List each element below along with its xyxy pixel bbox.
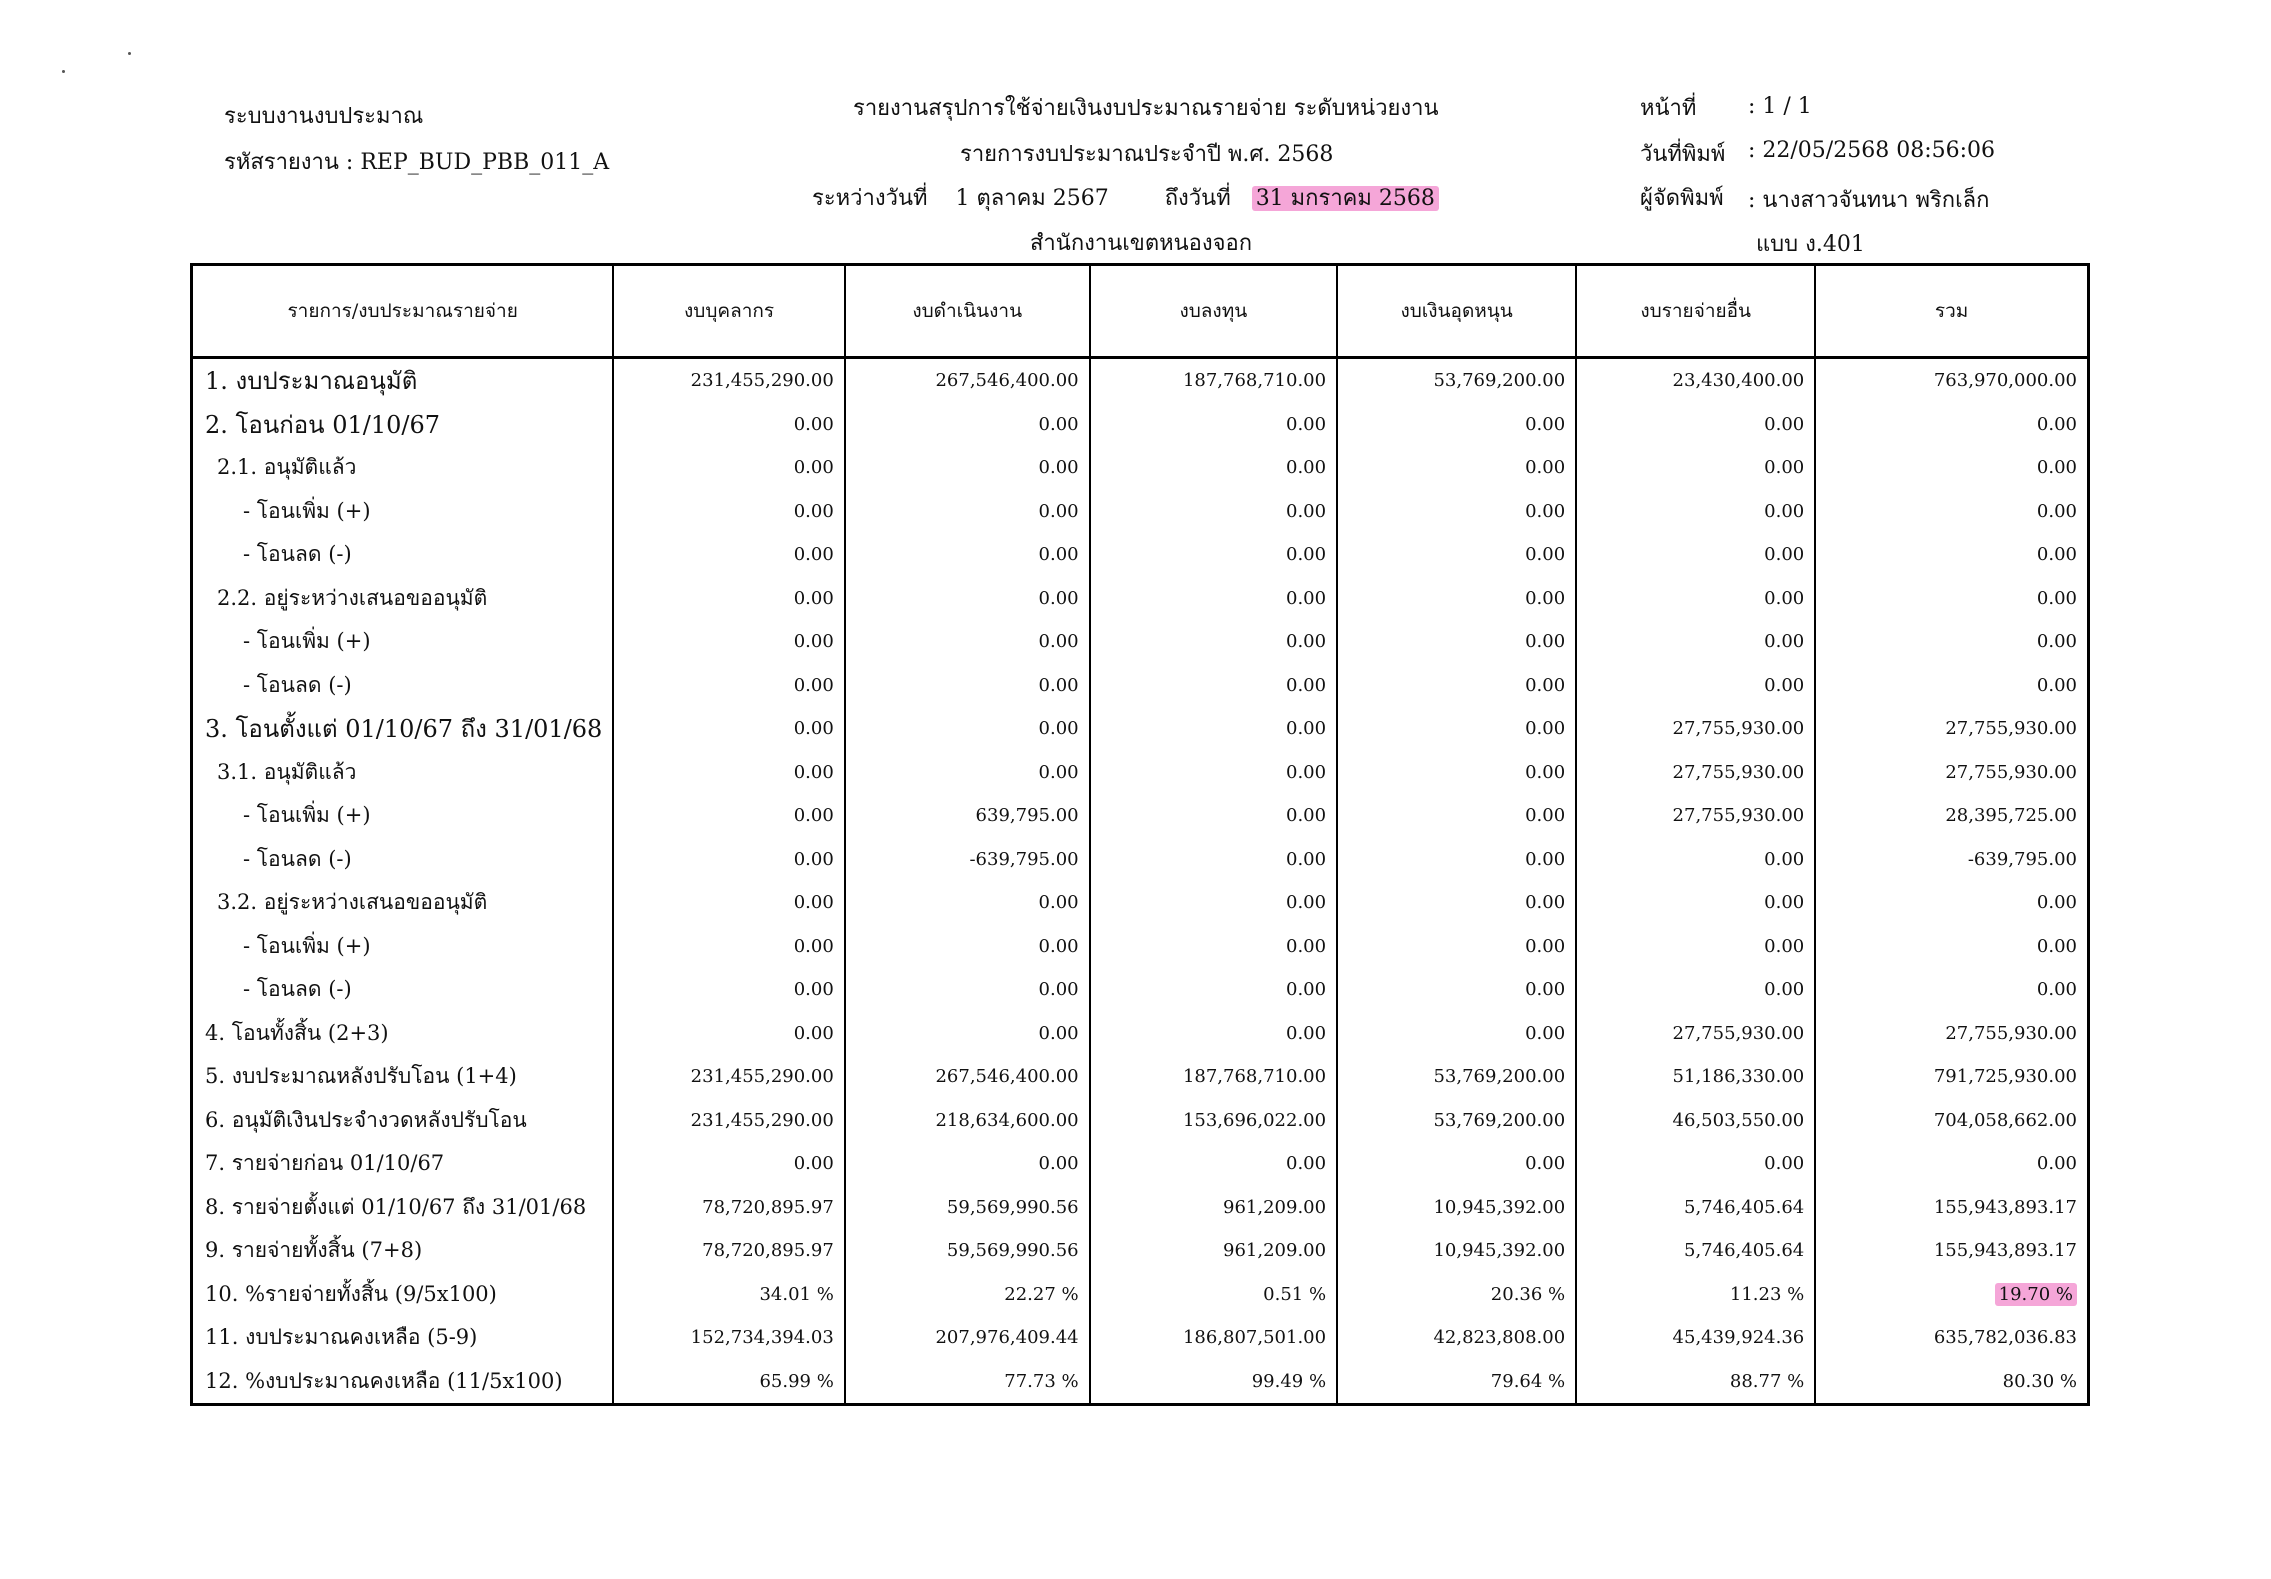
cell-value: 0.00 [1337,838,1576,882]
table-row [192,925,2089,969]
cell-value: 65.99 % [613,1360,845,1405]
table-row [192,446,2089,490]
cell-value: 763,970,000.00 [1815,358,2088,403]
cell-value: 0.00 [1337,1012,1576,1056]
cell-value: 0.00 [1090,446,1337,490]
cell-value: 0.00 [1337,794,1576,838]
cell-value: 704,058,662.00 [1815,1099,2088,1143]
cell-value: 0.00 [613,968,845,1012]
cell-value: 0.00 [1815,1142,2088,1186]
cell-value: 79.64 % [1337,1360,1576,1405]
printed-by-value: : นางสาวจันทนา พริกเล็ก [1748,188,1990,213]
cell-value: 0.00 [1090,533,1337,577]
cell-value: 0.00 [1337,881,1576,925]
cell-value: 59,569,990.56 [845,1186,1090,1230]
cell-value: 0.00 [1090,403,1337,447]
cell-value: 0.00 [613,620,845,664]
cell-value: 0.00 [613,403,845,447]
cell-value: 635,782,036.83 [1815,1316,2088,1360]
table-row [192,1186,2089,1230]
row-label: 4. โอนทั้งสิ้น (2+3) [205,1020,389,1045]
col-header-subsidy: งบเงินอุดหนุน [1337,265,1576,358]
row-label: 12. %งบประมาณคงเหลือ (11/5x100) [205,1368,563,1393]
period-to: 31 มกราคม 2568 [1252,186,1439,211]
row-label: 1. งบประมาณอนุมัติ [205,367,418,396]
row-label: - โอนเพิ่ม (+) [243,498,371,523]
cell-value: 0.00 [1337,1142,1576,1186]
cell-value: 0.00 [1337,620,1576,664]
cell-value: 0.00 [1815,664,2088,708]
cell-value: 0.00 [1090,620,1337,664]
cell-value: 0.00 [845,707,1090,751]
table-row [192,358,2089,403]
cell-value: 42,823,808.00 [1337,1316,1576,1360]
table-row [192,1099,2089,1143]
row-label: - โอนลด (-) [243,977,352,1002]
cell-value: 231,455,290.00 [613,358,845,403]
cell-value: 0.00 [1815,403,2088,447]
col-header-investment: งบลงทุน [1090,265,1337,358]
table-row [192,620,2089,664]
cell-value: 0.00 [1090,577,1337,621]
cell-value: 153,696,022.00 [1090,1099,1337,1143]
cell-value: 0.00 [613,1142,845,1186]
period-from: 1 ตุลาคม 2567 [955,186,1109,211]
cell-value: 0.00 [613,533,845,577]
cell-value: 152,734,394.03 [613,1316,845,1360]
cell-value: 51,186,330.00 [1576,1055,1815,1099]
cell-value: 0.00 [1090,968,1337,1012]
printed-by-label: ผู้จัดพิมพ์ [1640,186,1724,211]
col-header-total: รวม [1815,265,2088,358]
cell-value: 267,546,400.00 [845,1055,1090,1099]
table-row [192,577,2089,621]
cell-value: 34.01 % [613,1273,845,1317]
row-label: 2. โอนก่อน 01/10/67 [205,410,441,439]
cell-value: 0.00 [1090,881,1337,925]
table-row [192,707,2089,751]
cell-value: 155,943,893.17 [1815,1186,2088,1230]
row-label: 3. โอนตั้งแต่ 01/10/67 ถึง 31/01/68 [205,715,603,744]
cell-value: 27,755,930.00 [1815,1012,2088,1056]
row-label: - โอนลด (-) [243,846,352,871]
table-row [192,1316,2089,1360]
cell-value: 961,209.00 [1090,1229,1337,1273]
cell-value: 791,725,930.00 [1815,1055,2088,1099]
cell-value: 0.00 [613,446,845,490]
cell-value: 0.00 [845,446,1090,490]
cell-value: 0.00 [845,403,1090,447]
cell-value: 0.00 [1090,751,1337,795]
cell-value: 27,755,930.00 [1815,751,2088,795]
cell-value: 0.00 [1815,533,2088,577]
cell-value: 0.00 [1815,490,2088,534]
cell-value: 0.00 [845,490,1090,534]
cell-value: 80.30 % [1815,1360,2088,1405]
cell-value: 0.00 [1337,403,1576,447]
report-subtitle: รายการงบประมาณประจำปี พ.ศ. 2568 [960,142,1334,167]
cell-value: 0.00 [1576,533,1815,577]
row-label: 3.1. อนุมัติแล้ว [217,759,357,784]
page-label: หน้าที่ [1640,96,1697,121]
cell-value: 0.00 [1090,664,1337,708]
cell-value: 5,746,405.64 [1576,1229,1815,1273]
highlighted-value: 19.70 % [1995,1283,2077,1306]
row-label: 7. รายจ่ายก่อน 01/10/67 [205,1151,445,1176]
cell-value: 53,769,200.00 [1337,1055,1576,1099]
cell-value: 5,746,405.64 [1576,1186,1815,1230]
row-label: - โอนเพิ่ม (+) [243,629,371,654]
cell-value: 27,755,930.00 [1576,794,1815,838]
cell-value: 27,755,930.00 [1576,707,1815,751]
cell-value: 11.23 % [1576,1273,1815,1317]
row-label: - โอนเพิ่ม (+) [243,803,371,828]
cell-value: 45,439,924.36 [1576,1316,1815,1360]
print-date-value: : 22/05/2568 08:56:06 [1748,138,1996,163]
row-label: 2.2. อยู่ระหว่างเสนอขออนุมัติ [217,585,488,610]
table-row [192,403,2089,447]
cell-value: 0.00 [1090,1142,1337,1186]
cell-value: 0.00 [1576,664,1815,708]
table-row [192,794,2089,838]
cell-value [1815,1273,2088,1317]
cell-value: 0.00 [1576,881,1815,925]
report-title: รายงานสรุปการใช้จ่ายเงินงบประมาณรายจ่าย ระดับหน่วยงาน [853,96,1439,121]
cell-value: 0.00 [1337,490,1576,534]
table-header-row [192,265,2089,358]
cell-value: 0.00 [613,707,845,751]
row-label: - โอนลด (-) [243,672,352,697]
form-code: แบบ ง.401 [1756,232,1865,257]
cell-value: 0.00 [1576,1142,1815,1186]
cell-value: 0.00 [1090,794,1337,838]
table-row [192,1360,2089,1405]
budget-summary-table [190,263,2090,1406]
cell-value: 77.73 % [845,1360,1090,1405]
cell-value: 0.00 [845,577,1090,621]
cell-value: 231,455,290.00 [613,1099,845,1143]
table-row [192,751,2089,795]
table-row [192,1142,2089,1186]
row-label: 10. %รายจ่ายทั้งสิ้น (9/5x100) [205,1281,497,1306]
cell-value: 218,634,600.00 [845,1099,1090,1143]
cell-value: 59,569,990.56 [845,1229,1090,1273]
col-header-personnel: งบบุคลากร [613,265,845,358]
cell-value: 27,755,930.00 [1815,707,2088,751]
cell-value: 0.00 [613,1012,845,1056]
table-row [192,881,2089,925]
cell-value: 99.49 % [1090,1360,1337,1405]
cell-value: 20.36 % [1337,1273,1576,1317]
cell-value: 0.00 [1576,925,1815,969]
cell-value: 0.00 [845,533,1090,577]
cell-value: 639,795.00 [845,794,1090,838]
row-label: 8. รายจ่ายตั้งแต่ 01/10/67 ถึง 31/01/68 [205,1194,587,1219]
row-label: 9. รายจ่ายทั้งสิ้น (7+8) [205,1238,423,1263]
row-label: 11. งบประมาณคงเหลือ (5-9) [205,1325,478,1350]
table-row [192,968,2089,1012]
cell-value: 27,755,930.00 [1576,1012,1815,1056]
cell-value: 0.00 [1090,1012,1337,1056]
cell-value: 0.00 [1576,620,1815,664]
cell-value: -639,795.00 [1815,838,2088,882]
period-line [812,180,1439,215]
row-label: 3.2. อยู่ระหว่างเสนอขออนุมัติ [217,890,488,915]
table-row [192,490,2089,534]
cell-value: 0.00 [1576,446,1815,490]
table-row [192,533,2089,577]
agency-name: สำนักงานเขตหนองจอก [1030,231,1253,256]
cell-value: 0.00 [1576,490,1815,534]
cell-value: 0.00 [1090,925,1337,969]
cell-value: -639,795.00 [845,838,1090,882]
table-row [192,1229,2089,1273]
table-row [192,838,2089,882]
cell-value: 187,768,710.00 [1090,1055,1337,1099]
cell-value: 0.00 [613,751,845,795]
cell-value: 0.00 [845,751,1090,795]
row-label: 6. อนุมัติเงินประจำงวดหลังปรับโอน [205,1107,527,1132]
cell-value: 0.00 [613,664,845,708]
table-row [192,1273,2089,1317]
table-body [192,358,2089,1405]
cell-value: 0.00 [613,577,845,621]
cell-value: 0.00 [1815,577,2088,621]
cell-value: 0.00 [613,881,845,925]
cell-value: 23,430,400.00 [1576,358,1815,403]
cell-value: 88.77 % [1576,1360,1815,1405]
cell-value: 0.00 [845,925,1090,969]
page-value: : 1 / 1 [1748,94,1812,119]
cell-value: 0.00 [1090,707,1337,751]
cell-value: 0.00 [1090,838,1337,882]
table-row [192,664,2089,708]
period-to-label: ถึงวันที่ [1164,186,1231,211]
cell-value: 187,768,710.00 [1090,358,1337,403]
cell-value: 961,209.00 [1090,1186,1337,1230]
col-header-other: งบรายจ่ายอื่น [1576,265,1815,358]
cell-value: 0.00 [613,925,845,969]
row-label: 2.1. อนุมัติแล้ว [217,455,357,480]
cell-value: 0.00 [1337,664,1576,708]
cell-value: 10,945,392.00 [1337,1229,1576,1273]
row-label: - โอนเพิ่ม (+) [243,933,371,958]
cell-value: 0.00 [613,794,845,838]
cell-value: 0.00 [1815,968,2088,1012]
cell-value: 0.00 [1576,403,1815,447]
row-label: 5. งบประมาณหลังปรับโอน (1+4) [205,1064,517,1089]
cell-value: 0.00 [845,881,1090,925]
cell-value: 231,455,290.00 [613,1055,845,1099]
cell-value: 0.00 [1090,490,1337,534]
cell-value: 0.00 [845,968,1090,1012]
cell-value: 0.00 [1576,968,1815,1012]
period-from-label: ระหว่างวันที่ [812,186,928,211]
cell-value: 0.00 [1337,533,1576,577]
table-row [192,1012,2089,1056]
cell-value: 0.00 [845,1142,1090,1186]
cell-value: 0.00 [845,620,1090,664]
cell-value: 0.00 [1337,577,1576,621]
cell-value: 0.00 [613,490,845,534]
cell-value: 0.00 [1815,620,2088,664]
cell-value: 53,769,200.00 [1337,358,1576,403]
cell-value: 22.27 % [845,1273,1090,1317]
cell-value: 0.00 [845,1012,1090,1056]
cell-value: 0.00 [1337,925,1576,969]
cell-value: 0.00 [613,838,845,882]
cell-value: 0.00 [1815,881,2088,925]
cell-value: 0.00 [1337,751,1576,795]
system-name: ระบบงานงบประมาณ [224,104,424,129]
cell-value: 28,395,725.00 [1815,794,2088,838]
cell-value: 78,720,895.97 [613,1229,845,1273]
cell-value: 0.00 [1815,446,2088,490]
cell-value: 0.00 [1337,968,1576,1012]
cell-value: 155,943,893.17 [1815,1229,2088,1273]
cell-value: 0.00 [1337,707,1576,751]
cell-value: 0.00 [845,664,1090,708]
cell-value: 53,769,200.00 [1337,1099,1576,1143]
cell-value: 207,976,409.44 [845,1316,1090,1360]
row-label: - โอนลด (-) [243,542,352,567]
cell-value: 27,755,930.00 [1576,751,1815,795]
table-row [192,1055,2089,1099]
cell-value: 10,945,392.00 [1337,1186,1576,1230]
col-header-item: รายการ/งบประมาณรายจ่าย [192,265,614,358]
cell-value: 267,546,400.00 [845,358,1090,403]
print-date-label: วันที่พิมพ์ [1640,142,1726,167]
cell-value: 46,503,550.00 [1576,1099,1815,1143]
cell-value: 186,807,501.00 [1090,1316,1337,1360]
cell-value: 78,720,895.97 [613,1186,845,1230]
cell-value: 0.51 % [1090,1273,1337,1317]
col-header-operations: งบดำเนินงาน [845,265,1090,358]
cell-value: 0.00 [1576,838,1815,882]
cell-value: 0.00 [1815,925,2088,969]
cell-value: 0.00 [1337,446,1576,490]
cell-value: 0.00 [1576,577,1815,621]
report-code: รหัสรายงาน : REP_BUD_PBB_011_A [224,150,610,175]
